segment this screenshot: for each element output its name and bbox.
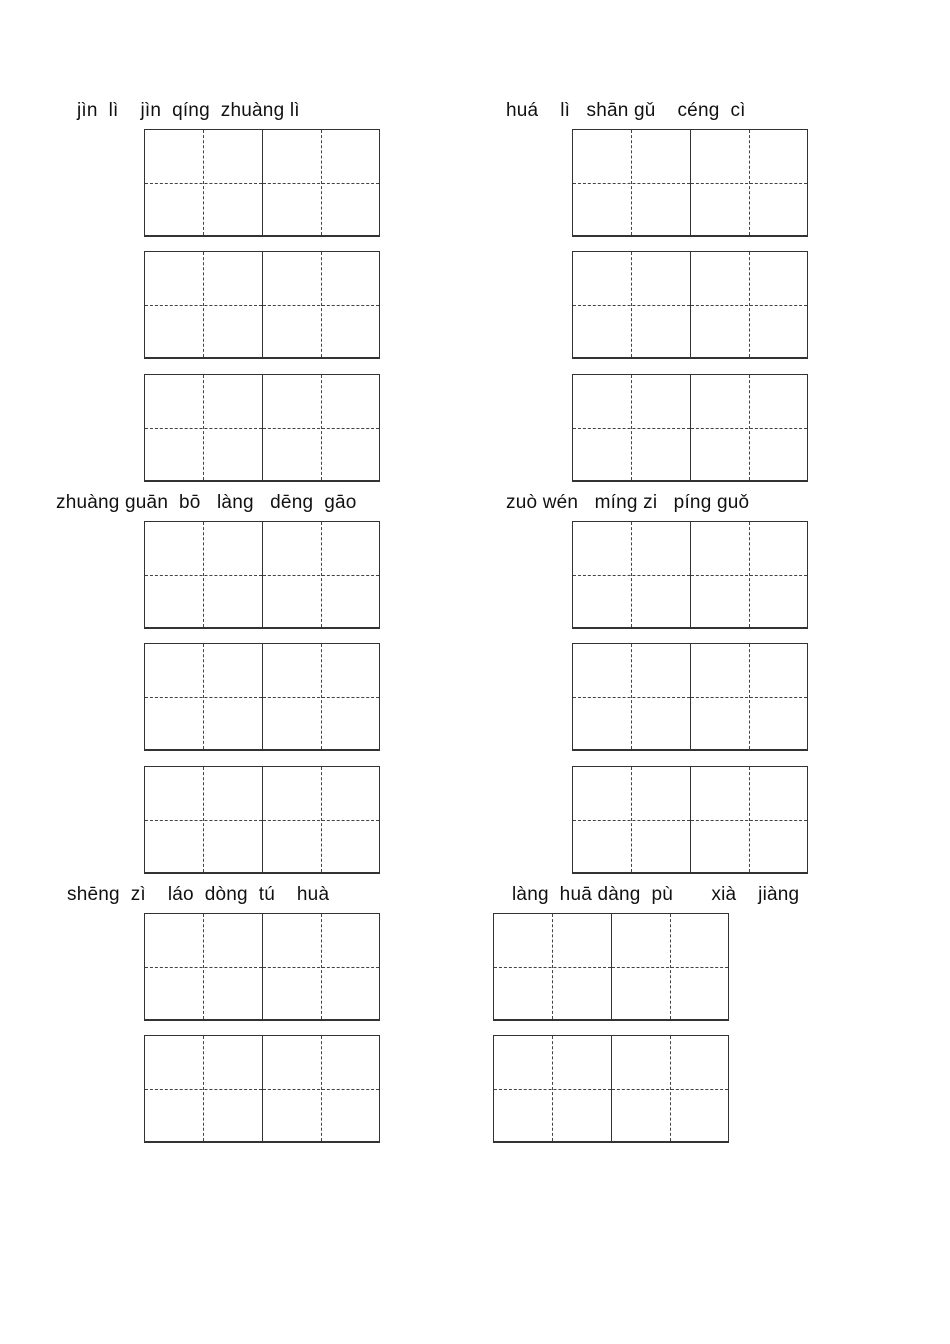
writing-cell[interactable]	[494, 914, 611, 1019]
writing-cell[interactable]	[145, 130, 262, 235]
writing-cell[interactable]	[145, 375, 262, 480]
writing-grid[interactable]	[144, 521, 380, 629]
writing-grid[interactable]	[144, 643, 380, 751]
writing-grid[interactable]	[572, 251, 808, 359]
writing-cell[interactable]	[573, 767, 690, 872]
pinyin-prompt-3: zhuàng guān bō làng dēng gāo	[56, 492, 357, 513]
writing-cell[interactable]	[145, 1036, 262, 1141]
writing-cell[interactable]	[145, 252, 262, 357]
writing-cell[interactable]	[262, 644, 380, 749]
writing-grid[interactable]	[572, 521, 808, 629]
writing-cell[interactable]	[690, 767, 808, 872]
writing-cell[interactable]	[573, 522, 690, 627]
writing-grid[interactable]	[493, 1035, 729, 1143]
writing-cell[interactable]	[262, 252, 380, 357]
writing-cell[interactable]	[262, 522, 380, 627]
writing-cell[interactable]	[690, 252, 808, 357]
writing-cell[interactable]	[145, 914, 262, 1019]
writing-cell[interactable]	[690, 522, 808, 627]
pinyin-prompt-4: zuò wén míng zi píng guǒ	[506, 492, 750, 513]
writing-cell[interactable]	[690, 375, 808, 480]
pinyin-prompt-6: làng huā dàng pù xià jiàng	[512, 884, 800, 905]
pinyin-prompt-2: huá lì shān gǔ céng cì	[506, 100, 746, 121]
writing-cell[interactable]	[573, 252, 690, 357]
writing-cell[interactable]	[262, 130, 380, 235]
writing-grid[interactable]	[572, 129, 808, 237]
writing-cell[interactable]	[145, 644, 262, 749]
writing-cell[interactable]	[145, 522, 262, 627]
writing-grid[interactable]	[493, 913, 729, 1021]
writing-cell[interactable]	[262, 767, 380, 872]
writing-grid[interactable]	[144, 766, 380, 874]
writing-grid[interactable]	[572, 374, 808, 482]
pinyin-prompt-5: shēng zì láo dòng tú huà	[67, 884, 330, 905]
writing-cell[interactable]	[494, 1036, 611, 1141]
writing-cell[interactable]	[262, 914, 380, 1019]
writing-cell[interactable]	[145, 767, 262, 872]
writing-cell[interactable]	[262, 375, 380, 480]
writing-grid[interactable]	[144, 1035, 380, 1143]
writing-grid[interactable]	[572, 643, 808, 751]
writing-cell[interactable]	[573, 130, 690, 235]
writing-grid[interactable]	[572, 766, 808, 874]
writing-grid[interactable]	[144, 374, 380, 482]
writing-cell[interactable]	[611, 1036, 729, 1141]
writing-cell[interactable]	[690, 644, 808, 749]
writing-cell[interactable]	[573, 644, 690, 749]
writing-grid[interactable]	[144, 129, 380, 237]
writing-cell[interactable]	[573, 375, 690, 480]
writing-cell[interactable]	[262, 1036, 380, 1141]
writing-grid[interactable]	[144, 913, 380, 1021]
writing-grid[interactable]	[144, 251, 380, 359]
pinyin-prompt-1: jìn lì jìn qíng zhuàng lì	[77, 100, 300, 121]
writing-cell[interactable]	[690, 130, 808, 235]
writing-cell[interactable]	[611, 914, 729, 1019]
